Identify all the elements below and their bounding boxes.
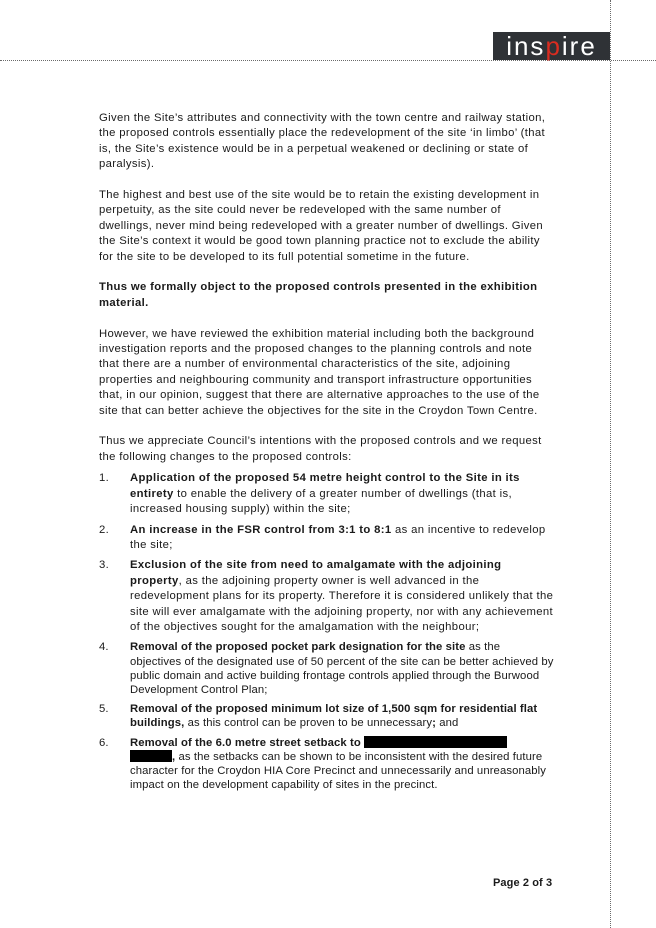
list-item-number: 3. (99, 559, 110, 572)
paragraph-site-attributes: Given the Site’s attributes and connectivity with the town centre and railway station, the proposed controls essentially place the redevelopment of the site ‘in limbo’ (that is, the Site’s existence would be in a perpetual weakened or declining or state of paralysis). (99, 112, 546, 171)
list-item (99, 702, 554, 730)
list-item-text: to enable the delivery of a greater number of dwellings (that is, increased housing supply) within the site; (130, 487, 512, 516)
list-item-text: as the setbacks can be shown to be inconsistent with the desired future character for the Croydon HIA Core Precinct and unnecessarily and unreasonably impact on the development capability of sites in the precinct. (130, 750, 546, 792)
list-item (99, 523, 554, 554)
paragraph-highest-best-use: The highest and best use of the site would be to retain the existing development in perpetuity, as the site could never be redeveloped with the same number of dwellings, never mind being redeveloped with a greater number of dwellings. Given the Site’s context it would be good town planning practice not to exclude the ability for the site to be developed to its full potential sometime in the future. (99, 189, 544, 263)
logo-text-end: ire (561, 31, 597, 61)
list-item-number: 1. (99, 472, 110, 485)
list-item-text-end: and (436, 717, 459, 730)
redaction-block (364, 736, 507, 748)
logo-text-start: ins (506, 31, 546, 61)
list-item (99, 558, 554, 635)
list-item-number: 6. (99, 736, 109, 749)
logo-text-accent: p (545, 31, 562, 61)
list-item (99, 471, 554, 517)
list-item-text: as an incentive to redevelop the site; (130, 523, 546, 551)
redaction-block (130, 750, 172, 762)
list-item-text: as the objectives of the designated use of 50 percent of the site can be better achieved by public domain and active building frontage controls applied through the Burwood Development Control Plan; (130, 641, 554, 696)
list-item-number: 2. (99, 523, 110, 536)
list-item-bold: Removal of the proposed pocket park designation for the site (130, 641, 466, 654)
list-item-bold: Exclusion of the site from need to amalgamate with the adjoining property (130, 559, 502, 587)
margin-guide-vertical (610, 0, 611, 928)
paragraph-formal-objection: Thus we formally object to the proposed controls presented in the exhibition material. (99, 281, 538, 309)
inspire-logo (493, 32, 610, 60)
list-item-bold: An increase in the FSR control from 3:1 to 8:1 (130, 523, 392, 536)
letter-body (99, 111, 554, 797)
list-item-bold-semicolon: ; (432, 717, 437, 730)
list-item-bold-comma: , (172, 750, 176, 763)
list-item (99, 736, 554, 793)
list-item-text: , as the adjoining property owner is well advanced in the redevelopment plans for its property. Therefore it is considered unlikely that the site will ever amalgamate with the adjoining property, nor with any achievement of the objectives sought for the amalgamation with the neighbour; (130, 574, 554, 633)
list-item-number: 5. (99, 703, 109, 716)
list-item-bold: Removal of the 6.0 metre street setback to (130, 736, 365, 749)
paragraph-review-of-material: However, we have reviewed the exhibition material including both the background investigation reports and the proposed changes to the planning controls and note that there are a number of environmental characteristics of the site, adjoining properties and neighbouring community and transport infrastructure opportunities that, in our opinion, suggest that there are alternative approaches to the use of the site that can better achieve the objectives for the site in the Croydon Town Centre. (99, 327, 540, 417)
list-item-bold: Application of the proposed 54 metre height control to the Site in its entirety (130, 472, 520, 500)
list-item (99, 640, 554, 697)
page-number: Page 2 of 3 (493, 877, 553, 889)
list-item-text: as this control can be proven to be unnecessary (184, 717, 433, 730)
list-item-bold: Removal of the proposed minimum lot size of 1,500 sqm for residential flat buildings, (130, 703, 538, 730)
paragraph-request-intro: Thus we appreciate Council’s intentions with the proposed controls and we request the following changes to the proposed controls: (99, 435, 542, 463)
list-item-number: 4. (99, 641, 109, 654)
requested-changes-list (99, 471, 554, 792)
